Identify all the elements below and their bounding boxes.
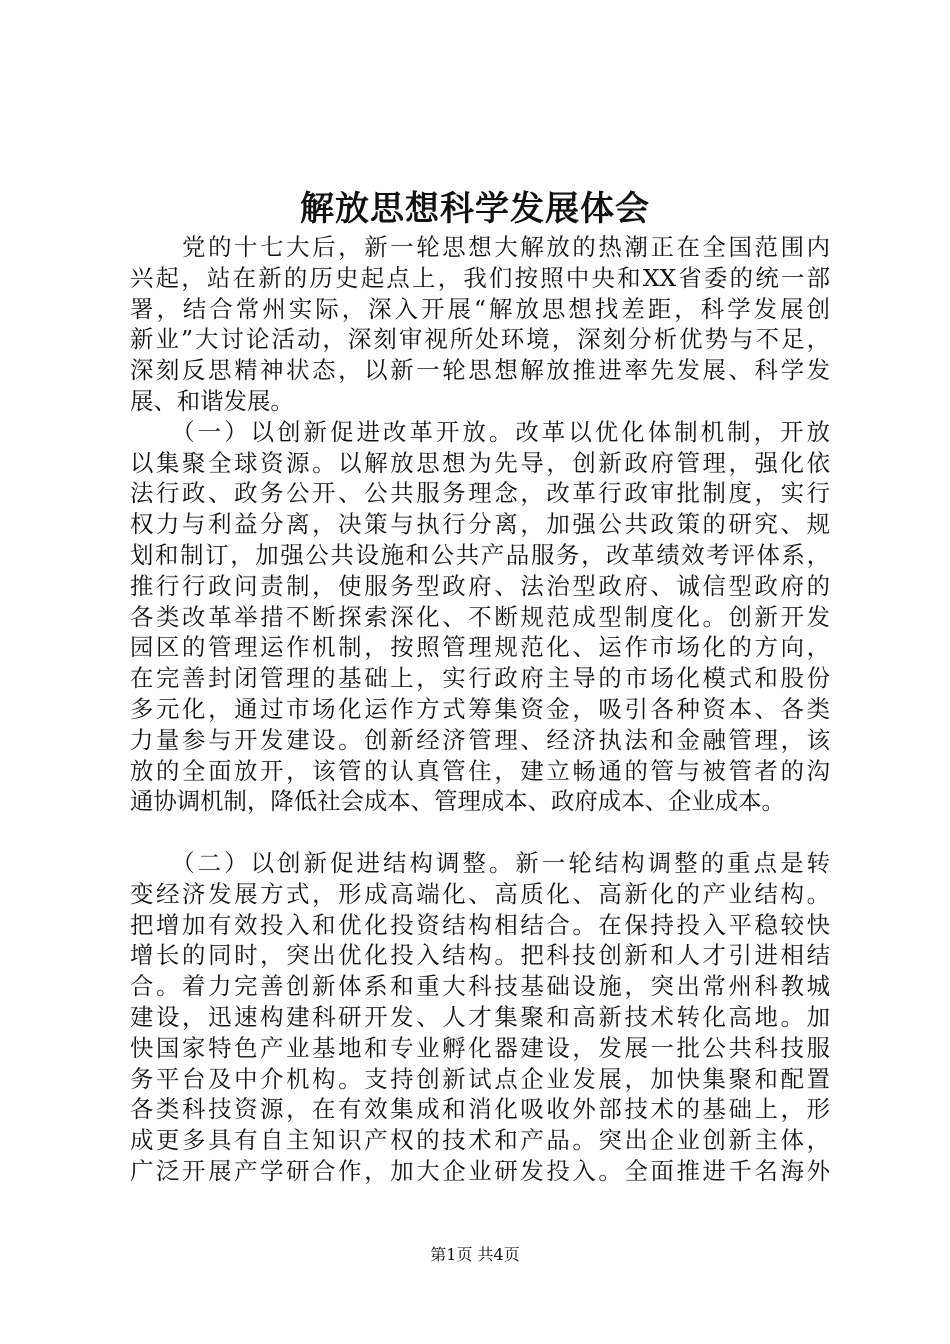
text-line: 署，结合常州实际，深入开展“解放思想找差距，科学发展创 <box>130 294 830 323</box>
text-line: 以集聚全球资源。以解放思想为先导，创新政府管理，强化依 <box>130 448 830 477</box>
text-line: 党的十七大后，新一轮思想大解放的热潮正在全国范围内 <box>130 233 830 261</box>
text-line: 权力与利益分离，决策与执行分离，加强公共政策的研究、规 <box>130 510 830 539</box>
text-line: 法行政、政务公开、公共服务理念，改革行政审批制度，实行 <box>130 479 830 508</box>
text-line: 各类科技资源，在有效集成和消化吸收外部技术的基础上，形 <box>130 1095 830 1124</box>
text-line: 成更多具有自主知识产权的技术和产品。突出企业创新主体， <box>130 1126 830 1155</box>
paragraph-intro <box>130 232 830 417</box>
text-line: 快国家特色产业基地和专业孵化器建设，发展一批公共科技服 <box>130 1033 830 1062</box>
text-line: （二）以创新促进结构调整。新一轮结构调整的重点是转 <box>130 848 830 877</box>
document-title: 解放思想科学发展体会 <box>300 189 650 229</box>
text-line: 合。着力完善创新体系和重大科技基础设施，突出常州科教城 <box>130 972 830 1001</box>
paragraph-section-1 <box>130 417 830 817</box>
text-line: 力量参与开发建设。创新经济管理、经济执法和金融管理，该 <box>130 725 830 754</box>
text-line: 展、和谐发展。 <box>130 386 294 415</box>
text-line: 广泛开展产学研合作，加大企业研发投入。全面推进千名海外 <box>130 1156 830 1185</box>
text-line: 多元化，通过市场化运作方式筹集资金，吸引各种资本、各类 <box>130 694 830 723</box>
text-line: 通协调机制，降低社会成本、管理成本、政府成本、企业成本。 <box>130 787 785 816</box>
text-line: 放的全面放开，该管的认真管住，建立畅通的管与被管者的沟 <box>130 756 830 785</box>
text-line: 新业”大讨论活动，深刻审视所处环境，深刻分析优势与不足， <box>130 325 830 354</box>
text-line: 在完善封闭管理的基础上，实行政府主导的市场化模式和股份 <box>130 664 830 693</box>
text-line: 兴起，站在新的历史起点上，我们按照中央和XX省委的统一部 <box>130 263 830 292</box>
text-line: 变经济发展方式，形成高端化、高质化、高新化的产业结构。 <box>130 879 830 908</box>
paragraph-spacer <box>130 817 830 848</box>
text-line: 各类改革举措不断探索深化、不断规范成型制度化。创新开发 <box>130 602 830 631</box>
text-line: 推行行政问责制，使服务型政府、法治型政府、诚信型政府的 <box>130 571 830 600</box>
text-line: 务平台及中介机构。支持创新试点企业发展，加快集聚和配置 <box>130 1064 830 1093</box>
text-line: 增长的同时，突出优化投入结构。把科技创新和人才引进相结 <box>130 941 830 970</box>
text-line: 划和制订，加强公共设施和公共产品服务，改革绩效考评体系， <box>130 540 830 569</box>
document-body <box>130 232 830 1187</box>
text-line: 园区的管理运作机制，按照管理规范化、运作市场化的方向， <box>130 633 830 662</box>
text-line: 把增加有效投入和优化投资结构相结合。在保持投入平稳较快 <box>130 910 830 939</box>
text-line: 建设，迅速构建科研开发、人才集聚和高新技术转化高地。加 <box>130 1002 830 1031</box>
paragraph-section-2 <box>130 848 830 1187</box>
text-line: 深刻反思精神状态，以新一轮思想解放推进率先发展、科学发 <box>130 356 830 385</box>
text-line: （一）以创新促进改革开放。改革以优化体制机制，开放 <box>130 417 830 446</box>
page-footer: 第1页 共4页 <box>430 1245 520 1264</box>
